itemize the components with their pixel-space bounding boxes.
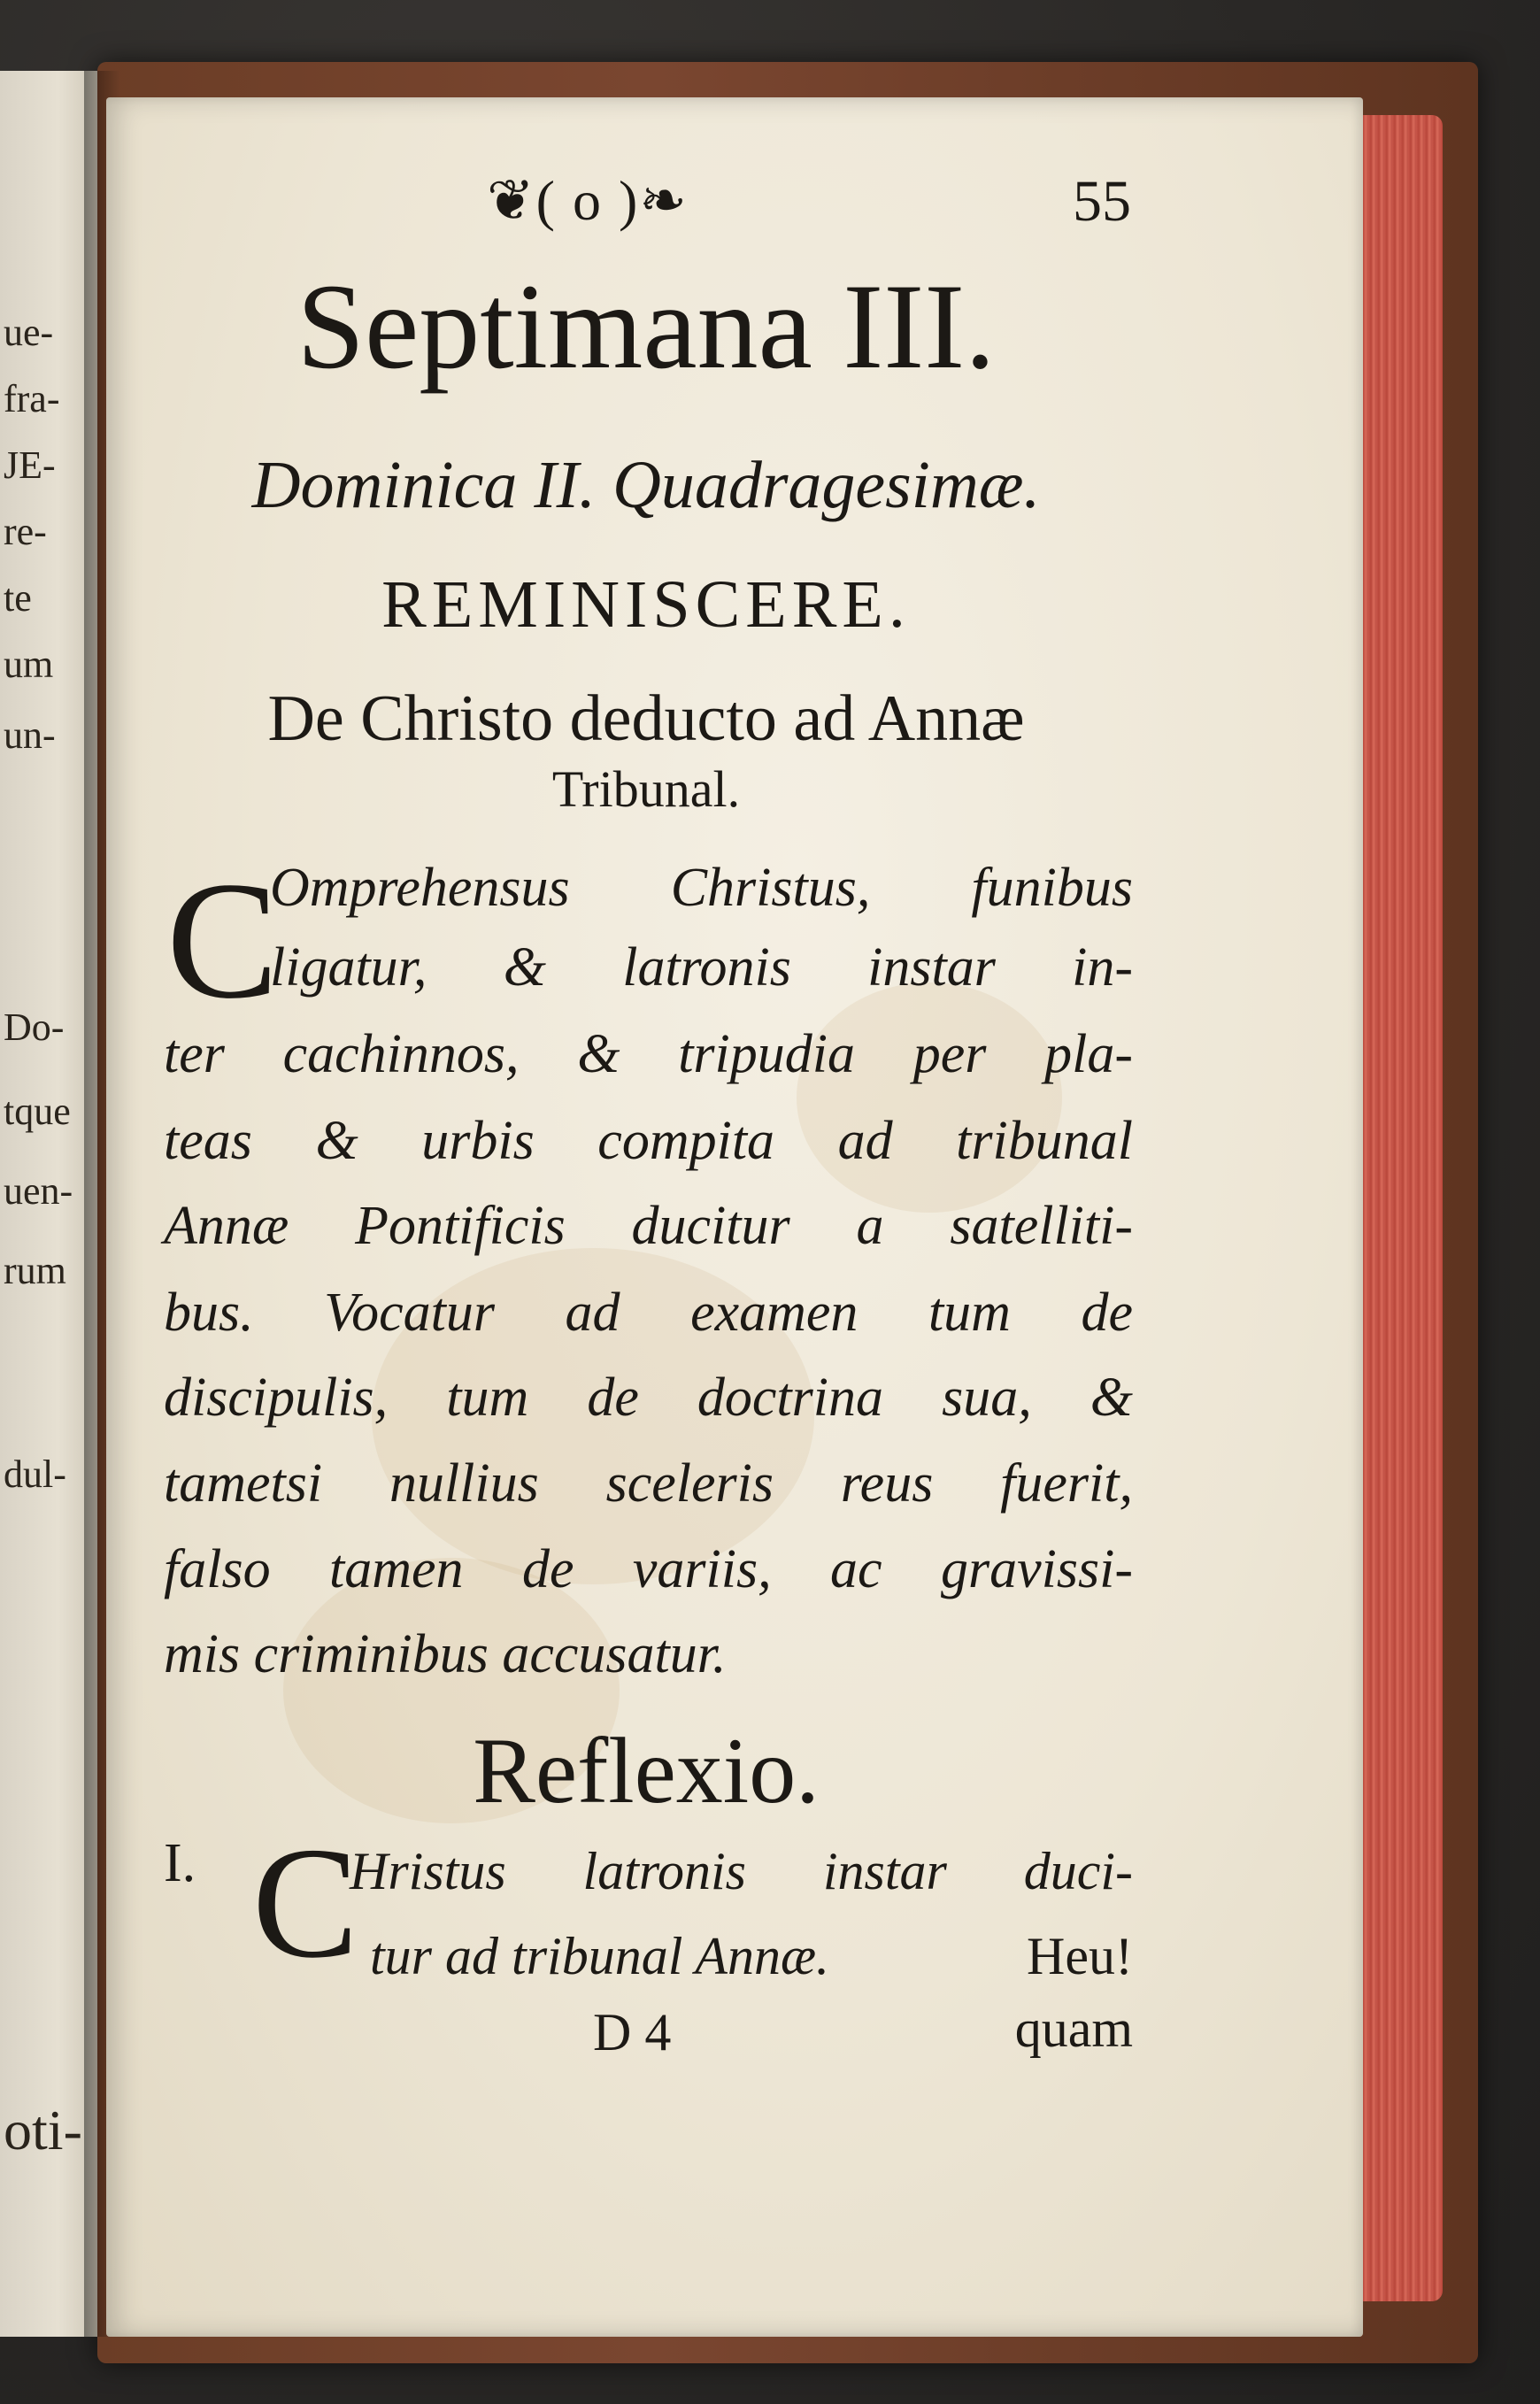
incipit: REMINISCERE. [381, 567, 911, 642]
left-page-fragment: Do- [4, 1006, 65, 1049]
text-line: tametsi nullius sceleris reus fuerit, [164, 1453, 1133, 1514]
text-italic: tur ad tribunal Annæ. [370, 1927, 829, 1985]
left-page-fragment: JE- [4, 443, 56, 487]
page-number: 55 [1073, 169, 1131, 234]
left-page-fragment: oti- [4, 2099, 82, 2161]
page-stain [797, 982, 1062, 1213]
text-line: Hristus latronis instar duci- [350, 1842, 1133, 1900]
left-page-fragment: tque [4, 1090, 71, 1133]
text-line: discipulis, tum de doctrina sua, & [164, 1368, 1133, 1428]
section-number: I. [164, 1833, 196, 1893]
left-page-fragment: un- [4, 713, 56, 757]
page-title: Septimana III. [296, 258, 996, 394]
reflexio-heading: Reflexio. [473, 1719, 820, 1822]
text-line: Omprehensus Christus, funibus [270, 858, 1133, 918]
left-page-fragment: dul- [4, 1452, 66, 1496]
left-page-fragment: ue- [4, 311, 54, 354]
text-line: bus. Vocatur ad examen tum de [164, 1283, 1133, 1343]
left-page-fragment: fra- [4, 377, 60, 420]
drop-cap: C [252, 1815, 359, 1991]
subtitle: Dominica II. Quadragesimæ. [251, 448, 1041, 522]
running-head [487, 168, 1142, 239]
text-line: teas & urbis compita ad tribunal [164, 1111, 1133, 1171]
text-line: mis criminibus accusatur. [164, 1624, 727, 1684]
left-page-fragment: uen- [4, 1169, 73, 1213]
signature-mark: D 4 [593, 2003, 672, 2061]
drop-cap: C [166, 848, 279, 1034]
section-heading: De Christo deducto ad Annæ [267, 682, 1025, 755]
text-line: ter cachinnos, & tripudia per pla- [164, 1024, 1133, 1084]
left-page-fragment: um [4, 643, 54, 686]
text-line: falso tamen de variis, ac gravissi- [164, 1539, 1133, 1599]
text-line: ligatur, & latronis instar in- [270, 937, 1133, 998]
section-heading-continuation: Tribunal. [551, 760, 741, 818]
header-ornament: ❦( o )❧ [487, 169, 689, 232]
text-line: Annæ Pontificis ducitur a satelliti- [164, 1196, 1133, 1256]
left-page-fragment: rum [4, 1249, 66, 1292]
left-page-fragment: re- [4, 510, 47, 553]
catchword: quam [1014, 1999, 1133, 2058]
left-page [0, 71, 97, 2337]
left-page-fragment: te [4, 576, 32, 620]
text-roman: Heu! [1027, 1927, 1133, 1985]
text-line [370, 1927, 1133, 1985]
